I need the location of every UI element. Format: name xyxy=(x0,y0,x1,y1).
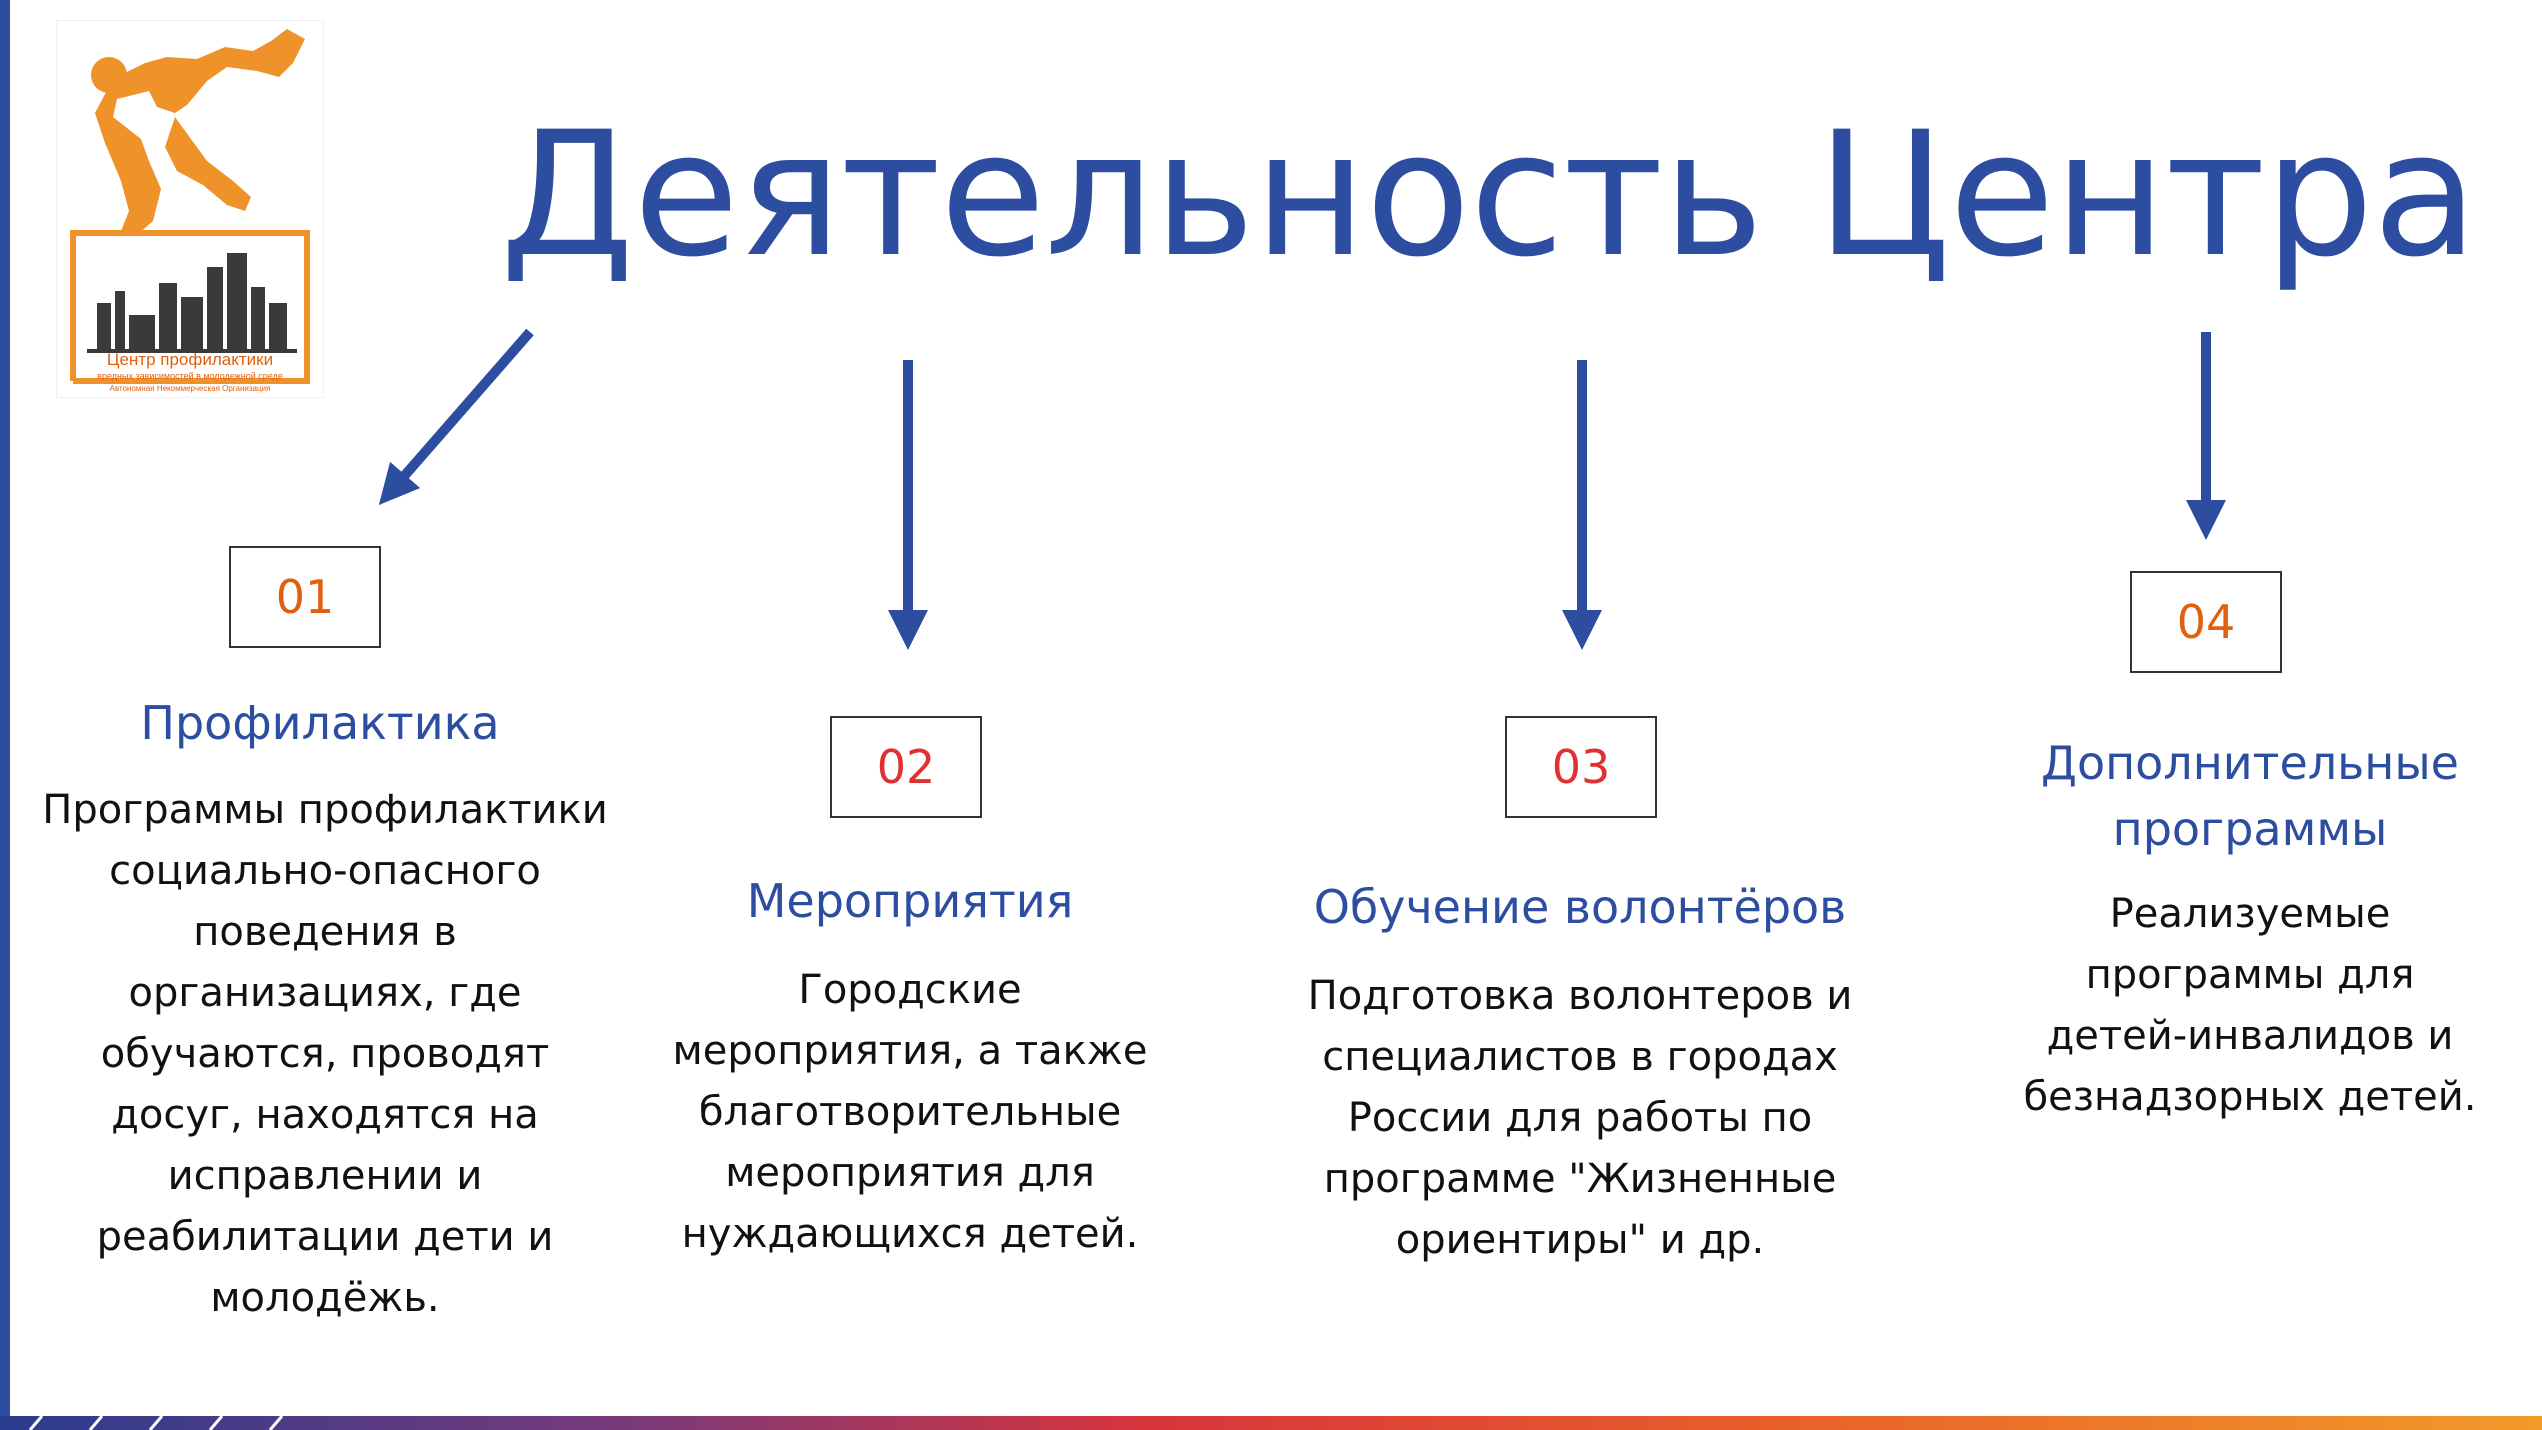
heading-line: Дополнительные xyxy=(2041,736,2459,790)
desc-line: поведения в xyxy=(193,909,457,955)
bottom-gradient-bar xyxy=(0,1416,2542,1430)
bottom-stripes xyxy=(0,1416,330,1430)
heading-additional-programs xyxy=(1960,730,2540,862)
parkour-jumper-icon xyxy=(57,21,325,399)
description-additional-programs xyxy=(1960,884,2540,1128)
desc-line: Городские xyxy=(798,967,1022,1013)
heading-line: программы xyxy=(2112,802,2388,856)
heading-events: Мероприятия xyxy=(746,874,1074,928)
logo xyxy=(56,20,324,398)
desc-line: мероприятия, а также xyxy=(672,1028,1148,1074)
desc-line: нуждающихся детей. xyxy=(681,1211,1139,1257)
desc-line: программе "Жизненные xyxy=(1323,1156,1837,1202)
number-box-04: 04 xyxy=(2130,571,2282,673)
desc-line: социально-опасного xyxy=(109,848,541,894)
desc-line: ориентиры" и др. xyxy=(1395,1217,1765,1263)
desc-line: досуг, находятся на xyxy=(111,1092,539,1138)
number-box-03: 03 xyxy=(1505,716,1657,818)
description-prevention xyxy=(0,780,650,1329)
page-title: Деятельность Центра xyxy=(500,94,2478,295)
desc-line: реабилитации дети и xyxy=(96,1214,554,1260)
desc-line: Программы профилактики xyxy=(42,787,608,833)
arrow-01 xyxy=(392,332,530,490)
logo-subtitle: вредных зависимостей в молодежной среде xyxy=(97,371,283,381)
desc-line: Подготовка волонтеров и xyxy=(1307,973,1853,1019)
logo-name: Центр профилактики xyxy=(106,350,274,369)
number-box-01: 01 xyxy=(229,546,381,648)
desc-line: детей-инвалидов и xyxy=(2046,1013,2454,1059)
description-events xyxy=(620,960,1200,1265)
desc-line: благотворительные xyxy=(698,1089,1122,1135)
description-volunteer-training xyxy=(1230,966,1930,1271)
desc-line: России для работы по xyxy=(1347,1095,1813,1141)
desc-line: молодёжь. xyxy=(210,1275,440,1321)
desc-line: мероприятия для xyxy=(725,1150,1095,1196)
heading-volunteer-training: Обучение волонтёров xyxy=(1313,880,1847,934)
desc-line: Реализуемые xyxy=(2109,891,2391,937)
heading-prevention: Профилактика xyxy=(140,696,500,750)
number-box-02: 02 xyxy=(830,716,982,818)
logo-org-type: Автономная Некоммерческая Организация xyxy=(109,384,271,393)
desc-line: исправлении и xyxy=(167,1153,483,1199)
desc-line: организациях, где xyxy=(128,970,522,1016)
desc-line: обучаются, проводят xyxy=(100,1031,550,1077)
desc-line: программы для xyxy=(2085,952,2415,998)
desc-line: специалистов в городах xyxy=(1322,1034,1838,1080)
desc-line: безнадзорных детей. xyxy=(2023,1074,2477,1120)
